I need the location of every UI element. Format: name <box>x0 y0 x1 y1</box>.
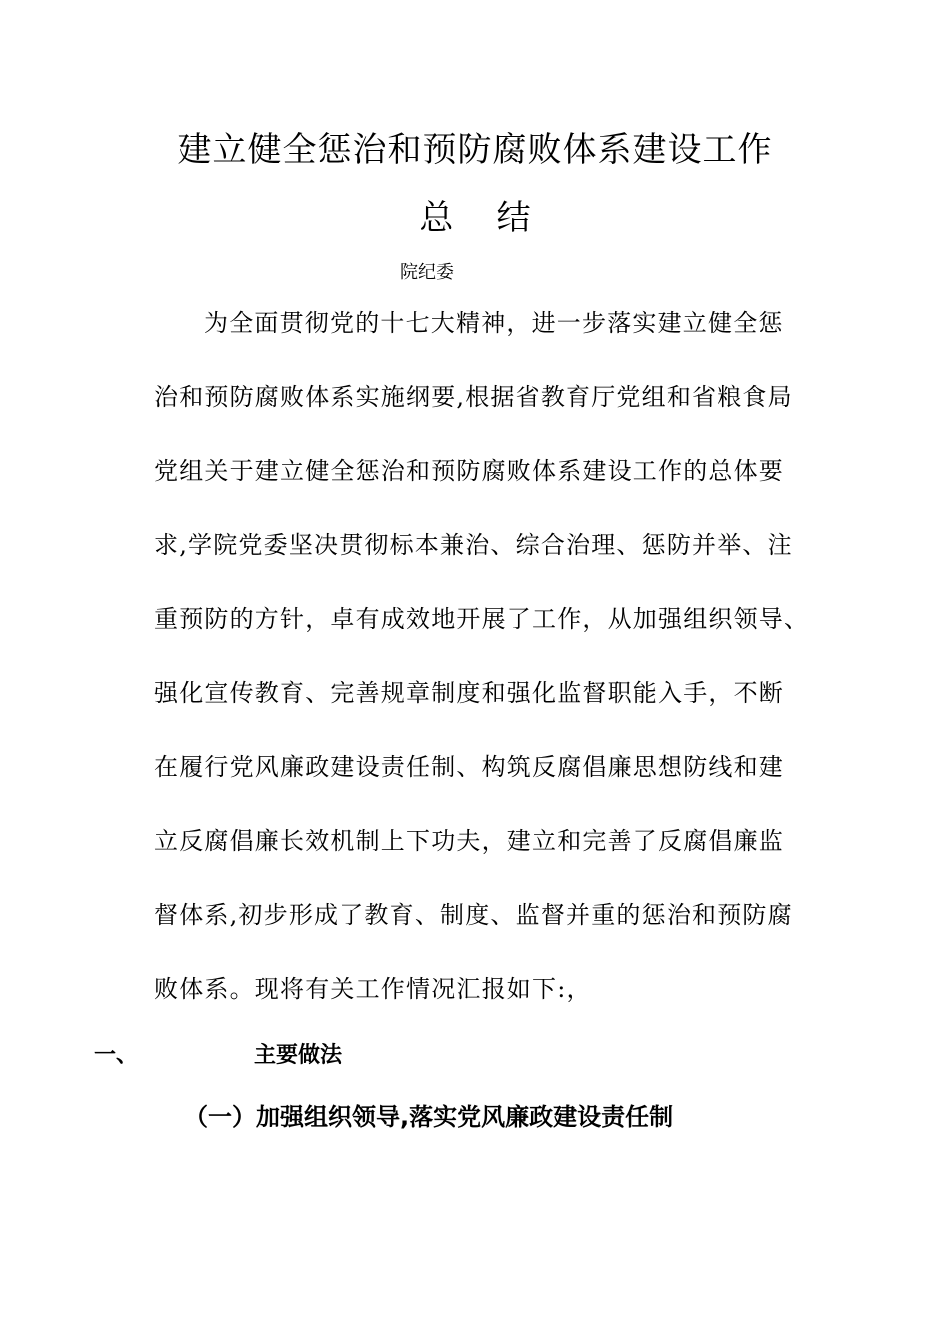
paragraph-line: 立反腐倡廉长效机制上下功夫，建立和完善了反腐倡廉监 <box>154 827 784 855</box>
document-title: 建立健全惩治和预防腐败体系建设工作 <box>177 130 773 170</box>
paragraph-line: 败体系。现将有关工作情况汇报如下:， <box>154 975 592 1003</box>
section-number: 一、 <box>94 1043 139 1068</box>
document-title-continued: 总 结 <box>419 198 531 238</box>
paragraph-line: 强化宣传教育、完善规章制度和强化监督职能入手，不断 <box>154 679 784 707</box>
paragraph-line: 在履行党风廉政建设责任制、构筑反腐倡廉思想防线和建 <box>154 753 784 781</box>
document-author: 院纪委 <box>400 262 454 283</box>
subsection-heading: （一）加强组织领导,落实党风廉政建设责任制 <box>184 1103 674 1131</box>
paragraph-line: 督体系,初步形成了教育、制度、监督并重的惩治和预防腐 <box>154 901 793 929</box>
paragraph-line: 为全面贯彻党的十七大精神，进一步落实建立健全惩 <box>204 309 784 337</box>
paragraph-line: 求,学院党委坚决贯彻标本兼治、综合治理、惩防并举、注 <box>154 531 793 559</box>
section-heading: 主要做法 <box>254 1043 343 1068</box>
paragraph-line: 治和预防腐败体系实施纲要,根据省教育厅党组和省粮食局 <box>154 383 793 411</box>
paragraph-line: 党组关于建立健全惩治和预防腐败体系建设工作的总体要 <box>154 457 784 485</box>
paragraph-line: 重预防的方针，卓有成效地开展了工作，从加强组织领导、 <box>154 605 810 633</box>
